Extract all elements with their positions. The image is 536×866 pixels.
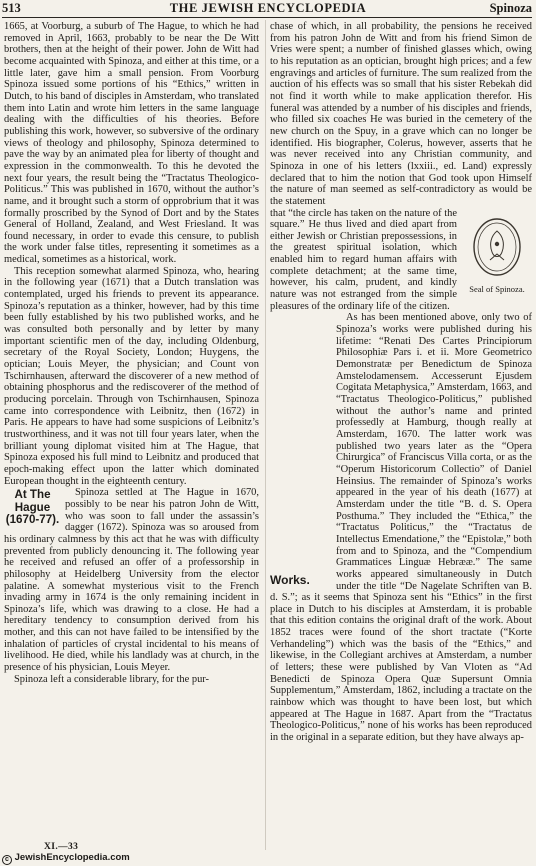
paragraph: Spinoza left a considerable library, for the pur- bbox=[14, 673, 210, 685]
site-footer bbox=[2, 852, 130, 865]
page-header bbox=[0, 0, 536, 18]
copyright-icon: c bbox=[2, 855, 12, 865]
running-head-word: Spinoza bbox=[489, 1, 532, 15]
paragraph: 1665, at Voorburg, a suburb of The Hague, to which he had removed in April, 1663, probably to be near the De Witt brothers, then at the height of their power. John de Witt had become acquainted with Spinoza, and either at this time, or a little later, gave him a small pension. From Voorburg Spinoza issued some portions of his “Ethics,” written in Dutch, to his band of disciples in Amsterdam, who translated them into Latin and wrote him letters in the same language dealing with the difficulties of his theories. Before publishing this work, however, so subversive of the ordinary views of theology and philosophy, Spinoza determined to pave the way by an animated plea for liberty of thought and expression in the commonwealth. To this he devoted the next four years, the result being the “Tractatus Theologico-Politicus.” This was published in 1670, without the author’s name, and it brought such a storm of opprobrium that it was formally proscribed by the Synod of Dort and by the States General of Holland, Zealand, and West Friesland. It was found necessary, in order to evade this censure, to publish the work under false titles, representing it sometimes as a medical, sometimes as a historical, work. bbox=[4, 21, 259, 266]
paragraph: As has been mentioned above, only two of Spinoza’s works were published during his lifetime: “Renati Des Cartes Principiorum Philosophiæ Pars i. et ii. More Geometrico Demonstratæ per Benedictum de Spinoza Amstelodamensem. Accesserunt Ejusdem Cogitata Metaphysica,” Amsterdam, 1663, and “Tractatus Theologico-Politicus,” published without the author’s name and printed professedly at Hamburg, though really at Amsterdam, 1670. The latter work was published two years later as the “Opera Chirurgica” of Franciscus Villa corta, or as the “Operum Historicorum Collectio” of Daniel Heinsius. The remainder of Spinoza’s works appeared in the year of his death (1677) at Amsterdam under the title “B. d. S. Opera Posthuma.” They included the “Ethica,” the “Tractatus Politicus,” the “Tractatus de Intellectus Emendatione,” the “Epistolæ,” both from and to Spinoza, and the “Compendium Grammatices Linguæ Hebrææ.” The same works appeared simultaneously in Dutch under the title “De Nagelate Schriften van B. d. S.”; as it seems that Spinoza sent his “Ethics” in the first place in Dutch to his disciples at Amsterdam, it is probable that this edition contains the original draft of the work. About 1852 traces were found of the short tractate (“Korte Verhandeling”) which was the basis of the “Ethics,” and likewise, in the Collegiant archives at Amsterdam, a number of letters; these were published by Van Vloten as “Ad Benedicti de Spinoza Opera Quæ Supersunt Omnia Supplementum,” Amsterdam, 1862, including a tractate on the rainbow which was thought to have been lost, but which appeared at The Hague in 1687. Apart from the “Tractatus Theologico-Politicus,” none of his works has been reproduced in the original in a separate edition, but they have always ap- bbox=[270, 312, 532, 744]
side-heading-at-the-hague: At The Hague (1670-77). bbox=[5, 488, 60, 527]
paragraph: Spinoza settled at The Hague in 1670, possibly to be near his patron John de Witt, who was soon to fall under the assassin’s dagger (1672). Spinoza was so aroused from his ordinary calmness by this act that he was with difficulty prevented from publicly denouncing it. The following year he received and refused an offer of a professorship in philosophy at Heidelberg University from the elector palatine. A somewhat mysterious visit to the French invading army in 1674 is the only remaining incident in Spinoza’s life, which was drawing to a close. He had a hereditary tendency to consumption derived from his mother, and this can not have failed to be intensified by the inhalation of particles of crystal incidental to his means of livelihood. He died, while his landlady was at church, in the presence of his physician, Louis Meyer. bbox=[4, 487, 259, 674]
paragraph: that “the circle has taken on the nature of the square.” He thus lived and died apart from either Jewish or Christian prepossessions, in the greatest spiritual isolation, which enabled him to regard human affairs with complete detachment; at the same time, however, his calm, prudent, and kindly nature was not estranged from the simple pleasures of the ordinary life of the citizen. bbox=[270, 207, 457, 312]
seal-of-spinoza-image bbox=[471, 216, 523, 278]
page-number: 513 bbox=[2, 1, 21, 15]
left-column bbox=[4, 21, 259, 685]
seal-caption: Seal of Spinoza. bbox=[469, 283, 525, 294]
side-heading-works: Works. bbox=[270, 573, 310, 588]
right-column bbox=[270, 21, 532, 744]
volume-signature: XI.—33 bbox=[44, 842, 79, 852]
header-rule bbox=[2, 17, 532, 18]
running-title: THE JEWISH ENCYCLOPEDIA bbox=[169, 1, 367, 15]
column-divider bbox=[265, 20, 266, 850]
paragraph: chase of which, in all probability, the pensions he received from his patron John de Witt and from his friend Simon de Vries were spent; a number of finished glasses which, owing to his reputation as an optician, brought high prices; and a few engravings and articles of furniture. The sum realized from the auction of his effects was so small that his sister Rebekah did not find it worth while to make application therefor. His funeral was attended by a number of his disciples and friends, who filled six coaches He was buried in the cemetery of the new church on the Spuy, in a grave which can no longer be identified. His biographer, Colerus, however, asserts that he was never received into any Christian community, and Spinoza in one of his letters (lxxiii., ed. Land) expressly declared that to him the notion that God took upon Himself the nature of man seemed as self-contradictory as would be the statement bbox=[270, 21, 532, 207]
seal-figure bbox=[462, 210, 532, 298]
site-name: JewishEncyclopedia.com bbox=[14, 852, 130, 863]
paragraph: This reception somewhat alarmed Spinoza, who, hearing in the following year (1671) that a Dutch translation was contemplated, urged his friends to prevent its appearance. Spinoza’s reputation as a thinker, however, had by this time been fully established by his two published works, and he was consulted both personally and by letter by many important scientific men of the day, including Oldenburg, secretary of the Royal Society, London; Huygens, the optician; Louis Meyer, the physician; and Count von Tschirnhausen, afterward the discoverer of a new method of obtaining phosphorus and the rediscoverer of the method of producing porcelain. Through von Tschirnhausen, Spinoza came into correspondence with Leibnitz, then (1672) in Paris. He appears to have had some suspicions of Leibnitz’s trustworthiness, and it was not till four years later, when the brilliant young diplomat visited him at The Hague, that Spinoza exposed his full mind to Leibnitz and produced that epoch-making effect upon the latter which dominated European thought in the eighteenth century. bbox=[4, 265, 259, 487]
